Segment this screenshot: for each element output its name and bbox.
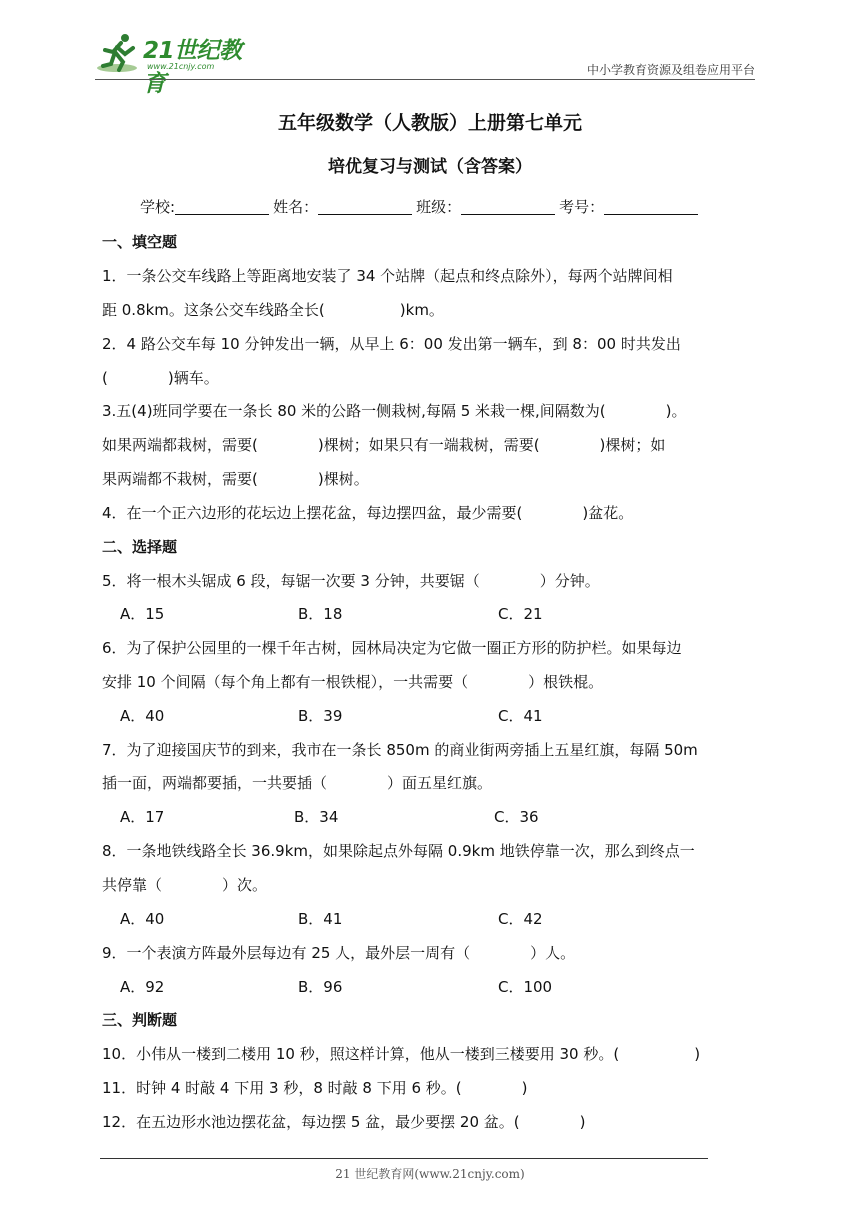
section-fill-blank: 一、填空题 xyxy=(102,233,178,251)
question-11: 11．时钟 4 时敲 4 下用 3 秒，8 时敲 8 下用 6 秒。( ) xyxy=(102,1079,528,1097)
name-label: 姓名： xyxy=(273,198,319,216)
class-label: 班级： xyxy=(416,198,462,216)
section-multiple-choice: 二、选择题 xyxy=(102,538,178,556)
footer-divider xyxy=(100,1158,708,1159)
platform-label: 中小学教育资源及组卷应用平台 xyxy=(586,63,755,77)
question-7-line-1: 7．为了迎接国庆节的到来，我市在一条长 850m 的商业街两旁插上五星红旗，每隔 50m xyxy=(102,741,698,759)
question-6-line-1: 6．为了保护公园里的一棵千年古树，园林局决定为它做一圈正方形的防护栏。如果每边 xyxy=(102,639,682,657)
question-8-line-1: 8．一条地铁线路全长 36.9km，如果除起点外每隔 0.9km 地铁停靠一次，那么到终点一 xyxy=(102,842,695,860)
page-footer: 21 世纪教育网(www.21cnjy.com) xyxy=(335,1167,525,1181)
question-9: 9．一个表演方阵最外层每边有 25 人，最外层一周有（ ）人。 xyxy=(102,944,576,962)
exam-no-label: 考号： xyxy=(559,198,605,216)
q7-option-b[interactable]: B．34 xyxy=(294,808,339,826)
logo-url: www.21cnjy.com xyxy=(147,62,215,71)
question-1-line-1: 1．一条公交车线路上等距离地安装了 34 个站牌（起点和终点除外），每两个站牌间相 xyxy=(102,267,673,285)
q6-option-a[interactable]: A．40 xyxy=(120,707,165,725)
q8-option-b[interactable]: B．41 xyxy=(298,910,343,928)
q5-option-c[interactable]: C．21 xyxy=(498,605,543,623)
question-3-line-2: 如果两端都栽树，需要( )棵树；如果只有一端栽树，需要( )棵树；如 xyxy=(102,436,666,454)
question-8-line-2: 共停靠（ ）次。 xyxy=(102,876,268,894)
q6-option-c[interactable]: C．41 xyxy=(498,707,543,725)
question-4: 4．在一个正六边形的花坛边上摆花盆，每边摆四盆，最少需要( )盆花。 xyxy=(102,504,634,522)
school-blank[interactable] xyxy=(175,198,269,215)
page-title: 五年级数学（人教版）上册第七单元 xyxy=(277,112,582,134)
question-10: 10．小伟从一楼到二楼用 10 秒，照这样计算，他从一楼到三楼要用 30 秒。( ) xyxy=(102,1045,701,1063)
question-2-line-1: 2．4 路公交车每 10 分钟发出一辆，从早上 6：00 发出第一辆车，到 8：00 时共发出 xyxy=(102,335,681,353)
name-blank[interactable] xyxy=(318,198,412,215)
q9-option-c[interactable]: C．100 xyxy=(498,978,553,996)
question-3-line-3: 果两端都不栽树，需要( )棵树。 xyxy=(102,470,369,488)
q8-option-a[interactable]: A．40 xyxy=(120,910,165,928)
q5-option-b[interactable]: B．18 xyxy=(298,605,343,623)
school-label: 学校: xyxy=(140,198,176,216)
section-true-false: 三、判断题 xyxy=(102,1011,178,1029)
page-header xyxy=(95,30,755,97)
q9-option-a[interactable]: A．92 xyxy=(120,978,165,996)
q7-option-c[interactable]: C．36 xyxy=(494,808,539,826)
q7-option-a[interactable]: A．17 xyxy=(120,808,165,826)
logo-text: 21世纪教育 xyxy=(143,38,242,97)
page-subtitle: 培优复习与测试（含答案） xyxy=(328,157,532,177)
question-5: 5．将一根木头锯成 6 段，每锯一次要 3 分钟，共要锯（ ）分钟。 xyxy=(102,572,600,590)
q8-option-c[interactable]: C．42 xyxy=(498,910,543,928)
header-divider xyxy=(95,79,755,80)
question-6-line-2: 安排 10 个间隔（每个角上都有一根铁棍），一共需要（ ）根铁棍。 xyxy=(102,673,604,691)
logo xyxy=(95,32,255,97)
question-7-line-2: 插一面，两端都要插，一共要插（ ）面五星红旗。 xyxy=(102,774,493,792)
question-12: 12．在五边形水池边摆花盆，每边摆 5 盆，最少要摆 20 盆。( ) xyxy=(102,1113,586,1131)
runner-logo-icon xyxy=(95,32,143,76)
question-3-line-1: 3.五(4)班同学要在一条长 80 米的公路一侧栽树,每隔 5 米栽一棵,间隔数为( )。 xyxy=(102,402,687,420)
question-1-line-2: 距 0.8km。这条公交车线路全长( )km。 xyxy=(102,301,444,319)
student-info-row xyxy=(140,196,702,217)
class-blank[interactable] xyxy=(461,198,555,215)
question-2-line-2: ( )辆车。 xyxy=(102,369,219,387)
q6-option-b[interactable]: B．39 xyxy=(298,707,343,725)
exam-no-blank[interactable] xyxy=(604,198,698,215)
q5-option-a[interactable]: A．15 xyxy=(120,605,165,623)
q9-option-b[interactable]: B．96 xyxy=(298,978,343,996)
